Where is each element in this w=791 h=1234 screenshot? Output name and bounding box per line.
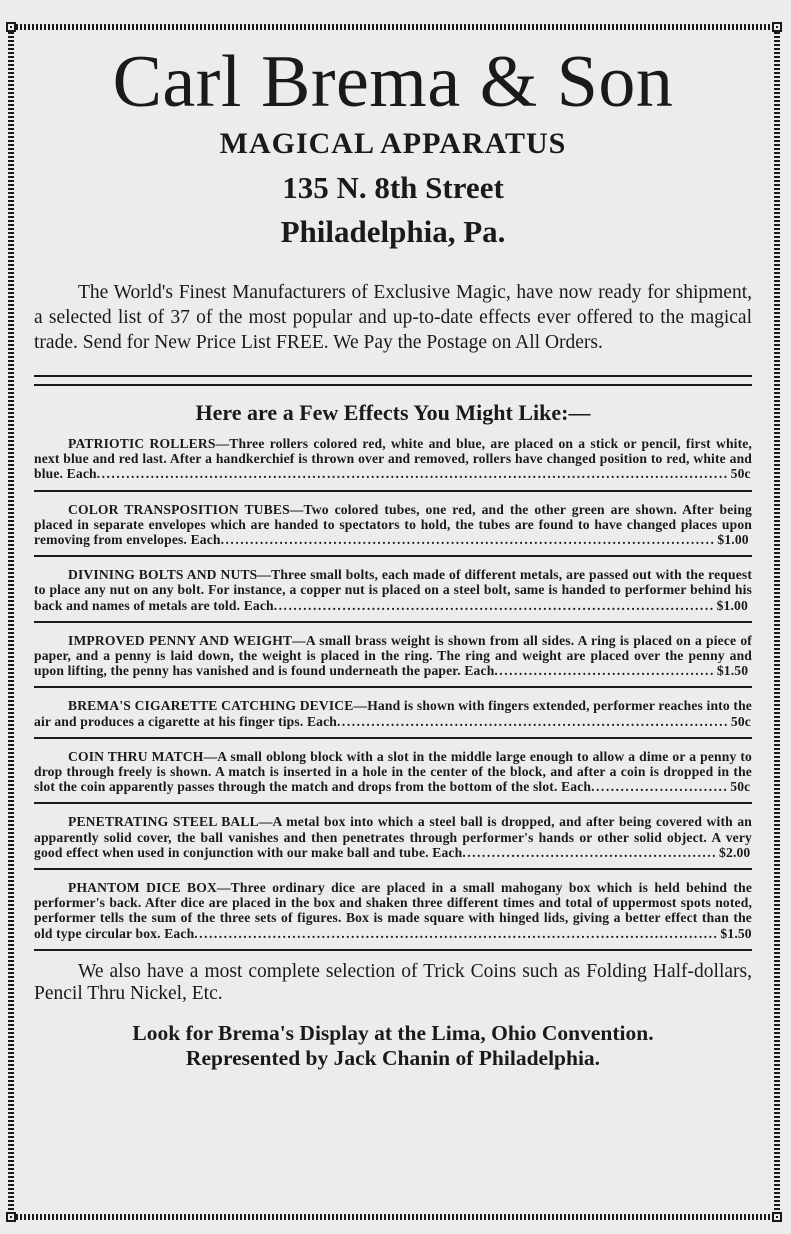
border-bottom [16,1214,772,1220]
effect-price: $1.50 [716,663,749,679]
effects-heading: Here are a Few Effects You Might Like:— [195,400,591,425]
outro-paragraph: We also have a most complete selection of Trick Coins such as Folding Half-dollars, Pencil Thru Nickel, Etc. [34,960,752,1004]
corner-ornament [6,22,16,32]
effect-item [34,814,752,860]
intro-paragraph: The World's Finest Manufacturers of Exclusive Magic, have now ready for shipment, a selected list of 37 of the most popular and up-to-date effects ever offered to the magical trade. Send for New Price List FREE. We Pay the Postage on All Orders. [34,282,752,353]
each-label: Each [561,779,592,795]
effect-text: —Two colored tubes, one red, and the other green are shown. After being placed in separate envelopes which are handed to spectators to hold, the tubes are found to have changed places upon removing from envelopes. [34,501,752,548]
effect-item [34,749,752,795]
effect-description [34,814,752,860]
border-right [774,32,780,1212]
effect-name: IMPROVED PENNY AND WEIGHT [68,632,293,648]
effect-name: BREMA'S CIGARETTE CATCHING DEVICE [68,698,354,714]
dot-leader: ............................................. [494,663,715,679]
dot-leader: ........................................................................................................... [194,925,719,941]
effects-list [34,436,752,951]
effect-name: COIN THRU MATCH [68,748,204,764]
corner-ornament [6,1212,16,1222]
convention-line: Look for Brema's Display at the Lima, Ohio Convention. [132,1020,654,1045]
dot-leader: ............................ [591,779,729,795]
effect-name: PHANTOM DICE BOX [68,880,217,896]
divider [34,737,752,739]
effect-price: $1.00 [716,597,748,613]
city: Philadelphia, Pa. [280,214,506,249]
effect-text: —A metal box into which a steel ball is dropped, and after being covered with an apparently solid cover, the ball vanishes and then penetrates through performer's hands or other solid object. A very good effect when used in conjunction with our make ball and tube. [34,814,752,860]
dot-leader: .......................................................................................... [273,597,715,613]
effect-price: 50c [730,466,751,482]
effect-text: —Hand is shown with fingers extended, performer reaches into the air and produces a cigarette at his finger tips. [34,698,752,729]
each-label: Each [243,597,274,613]
effect-description [34,749,752,795]
each-label: Each [464,663,495,679]
each-label: Each [190,532,221,548]
effect-description [34,502,752,548]
divider [34,490,752,492]
tagline: MAGICAL APPARATUS [219,127,567,160]
effect-item [34,502,752,548]
divider [34,555,752,557]
dot-leader: ................................................................................................................................. [96,466,729,482]
closing-statement [34,1021,752,1071]
effect-text: —A small brass weight is shown from all sides. A ring is placed on a piece of paper, and a penny is laid down, the weight is placed in the ring. The ring and weight are placed over the penny and upon lifting, the penny has vanished and is found underneath the paper. [34,632,752,679]
effect-description [34,436,752,482]
corner-ornament [772,1212,782,1222]
street-address: 135 N. 8th Street [282,170,504,205]
divider [34,868,752,870]
each-label: Each [164,925,195,941]
effect-item [34,436,752,482]
dot-leader: ................................................................................ [337,713,729,729]
effect-price: 50c [730,713,751,729]
effect-name: DIVINING BOLTS AND NUTS [68,567,258,583]
double-divider [34,375,752,386]
border-left [8,32,14,1212]
divider [34,949,752,951]
dot-leader: .................................................... [462,844,718,860]
divider [34,686,752,688]
each-label: Each [306,713,338,729]
effect-description [34,880,752,941]
effect-name: PENETRATING STEEL BALL [68,814,259,830]
effect-description [34,633,752,679]
effect-price: $1.50 [720,925,752,941]
corner-ornament [772,22,782,32]
effect-item [34,880,752,941]
effect-text: —Three small bolts, each made of different metals, are passed out with the request to place any nut on any bolt. For instance, a copper nut is placed on a steel bolt, same is handed to performer behind his back and names of metals are told. [34,567,753,613]
effect-price: $1.00 [717,532,749,548]
effect-item [34,633,752,679]
each-label: Each [66,466,97,482]
divider [34,802,752,804]
divider [34,621,752,623]
advertisement [34,30,752,1071]
effect-item [34,698,752,728]
effect-name: PATRIOTIC ROLLERS [68,436,216,451]
effect-text: —Three rollers colored red, white and blue, are placed on a stick or pencil, first white, next blue and red last. After a handkerchief is thrown over and removed, rollers have changed position to red, white and blue. [34,436,752,482]
each-label: Each [432,844,463,860]
effect-price: 50c [730,779,751,795]
company-name: Carl Brema & Son [112,41,674,123]
effect-description [34,698,752,728]
effect-description [34,567,752,613]
effect-name: COLOR TRANSPOSITION TUBES [68,501,290,517]
effect-text: —Three ordinary dice are placed in a small mahogany box which is held behind the performer's back. After dice are placed in the box and shaken three different times and total of uppermost spots noted, performer tells the sum of the three sets of figures. Box is made square with hinged lids, giving a better effect than the old type circular box. [34,880,753,941]
representative-line: Represented by Jack Chanin of Philadelphia. [185,1045,601,1070]
effect-price: $2.00 [719,844,751,860]
effect-item [34,567,752,613]
dot-leader: ..................................................................................................... [220,532,716,548]
effect-text: —A small oblong block with a slot in the middle large enough to allow a dime or a penny to drop through freely is shown. A match is inserted in a hole in the center of the block, and after a coin is dropped in the slot the coin apparently passes through the match and drops from the bottom of the slot. [34,748,752,795]
